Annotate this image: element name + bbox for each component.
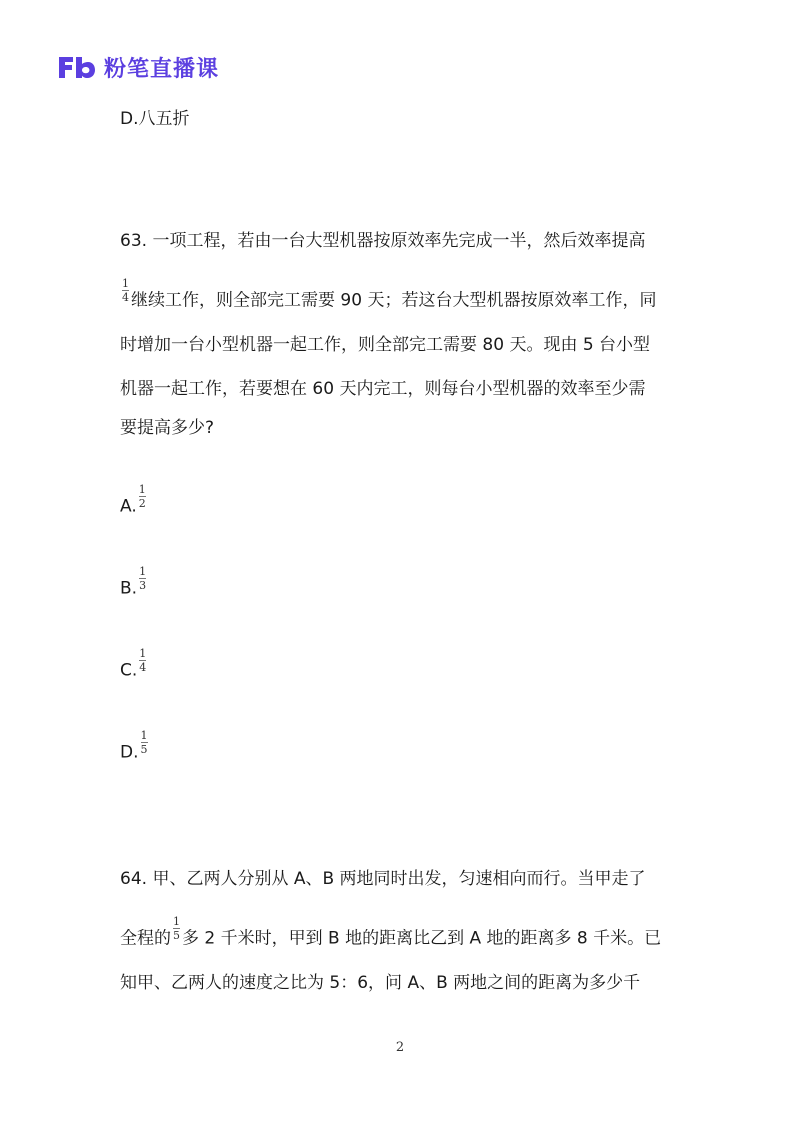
- q63-line-3: 时增加一台小型机器一起工作，则全部完工需要 80 天。现由 5 台小型: [120, 335, 651, 355]
- q63-line-2: $\frac{1}{4}$ 继续工作，则全部完工需要 90 天；若这台大型机器按原效率工作，同: [122, 277, 657, 311]
- previous-option-d: D.八五折: [120, 109, 190, 129]
- fraction-one-fifth: $\frac{1}{5}$: [173, 915, 180, 942]
- q63-line-4: 机器一起工作，若要想在 60 天内完工，则每台小型机器的效率至少需: [120, 379, 646, 399]
- brand-logo: [56, 52, 219, 82]
- fraction-one-quarter: $\frac{1}{4}$: [122, 277, 129, 304]
- q64-line-2: 全程的 $\frac{1}{5}$ 多 2 千米时，甲到 B 地的距离比乙到 A 地的距离多 8 千米。已: [120, 915, 662, 949]
- q64-line-3: 知甲、乙两人的速度之比为 5：6，问 A、B 两地之间的距离为多少千: [120, 973, 641, 993]
- q63-option-c: C. $\frac{1}{4}$: [120, 647, 147, 681]
- fraction-option-b: $\frac{1}{3}$: [139, 565, 147, 592]
- fraction-option-d: $\frac{1}{5}$: [140, 729, 148, 756]
- fraction-option-c: $\frac{1}{4}$: [139, 647, 147, 674]
- fraction-option-a: $\frac{1}{2}$: [138, 483, 146, 510]
- q63-line-1: 63. 一项工程，若由一台大型机器按原效率先完成一半，然后效率提高: [120, 231, 646, 251]
- q63-option-d: D. $\frac{1}{5}$: [120, 729, 148, 763]
- q63-option-b: B. $\frac{1}{3}$: [120, 565, 147, 599]
- page-number: 2: [395, 1040, 405, 1055]
- q63-option-a: A. $\frac{1}{2}$: [120, 483, 146, 517]
- brand-name: 粉笔直播课: [104, 56, 220, 82]
- fb-logo-icon: [56, 53, 96, 81]
- q64-line-1: 64. 甲、乙两人分别从 A、B 两地同时出发，匀速相向而行。当甲走了: [120, 869, 646, 889]
- q63-line-5: 要提高多少?: [120, 418, 215, 438]
